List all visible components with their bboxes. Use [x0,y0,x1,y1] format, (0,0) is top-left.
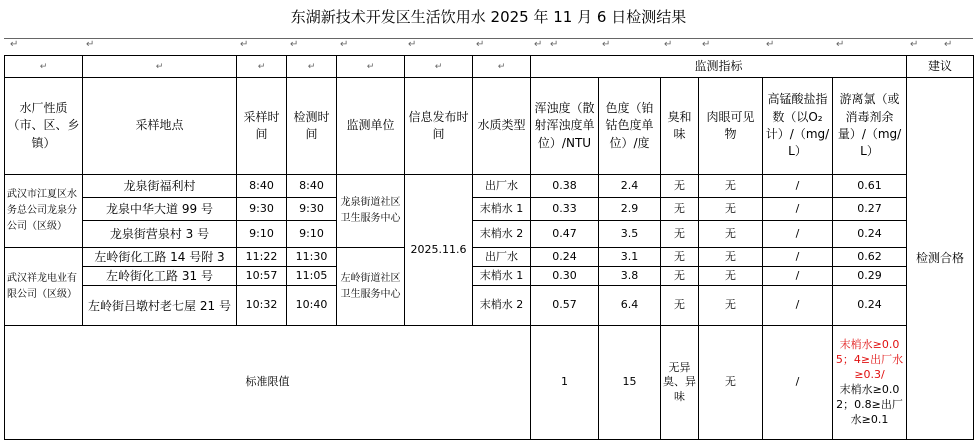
header-spacer: ↵ [5,56,83,78]
header-spacer: ↵ [83,56,237,78]
site-cell: 龙泉街福利村 [83,175,237,198]
color-cell: 2.9 [599,198,661,221]
paragraph-mark: ↵ [602,39,611,50]
table-row [5,198,974,221]
paragraph-mark: ↵ [476,39,485,50]
table-row [5,221,974,248]
page-title: 东湖新技术开发区生活饮用水 2025 年 11 月 6 日检测结果 [290,8,687,26]
site-cell: 龙泉中华大道 99 号 [83,198,237,221]
water-plant-cell: 武汉市江夏区水务总公司龙泉分公司（区级） [5,175,83,248]
visible-cell: 无 [699,221,763,248]
turbidity-cell: 0.47 [531,221,599,248]
limit-visible: 无 [699,326,763,440]
chlorine-cell: 0.61 [833,175,907,198]
color-cell: 6.4 [599,286,661,326]
water-plant-cell: 武汉祥龙电业有限公司（区级） [5,248,83,326]
col-publish-time: 信息发布时间 [405,78,473,175]
results-table [4,55,974,440]
paragraph-mark: ↵ [664,39,673,50]
permanganate-cell: / [763,198,833,221]
test-time-cell: 9:30 [287,198,337,221]
paragraph-mark: ↵ [766,39,775,50]
col-turbidity: 浑浊度（散射浑浊度单位）/NTU [531,78,599,175]
visible-cell: 无 [699,286,763,326]
col-sample-time: 采样时间 [237,78,287,175]
permanganate-cell: / [763,221,833,248]
chlorine-cell: 0.24 [833,221,907,248]
col-water-type: 水质类型 [473,78,531,175]
table-row [5,267,974,286]
table-row [5,175,974,198]
paragraph-mark: ↵ [10,39,19,50]
paragraph-mark: ↵ [240,39,249,50]
turbidity-cell: 0.24 [531,248,599,267]
paragraph-mark: ↵ [534,39,543,50]
sample-time-cell: 9:30 [237,198,287,221]
permanganate-cell: / [763,175,833,198]
chlorine-cell: 0.27 [833,198,907,221]
sample-time-cell: 8:40 [237,175,287,198]
color-cell: 2.4 [599,175,661,198]
sample-time-cell: 10:57 [237,267,287,286]
water-type-cell: 出厂水 [473,175,531,198]
paragraph-mark: ↵ [702,39,711,50]
test-time-cell: 10:40 [287,286,337,326]
paragraph-mark: ↵ [910,39,919,50]
monitoring-group-header: 监测指标 [531,56,907,78]
col-visible: 肉眼可见物 [699,78,763,175]
paragraph-mark: ↵ [408,39,417,50]
sample-time-cell: 9:10 [237,221,287,248]
limit-chlorine-red: 末梢水≥0.05；4≥出厂水≥0.3/ [835,338,904,382]
col-color: 色度（铂钴色度单位）/度 [599,78,661,175]
water-type-cell: 出厂水 [473,248,531,267]
header-spacer: ↵ [473,56,531,78]
limit-row [5,326,974,440]
odor-cell: 无 [661,175,699,198]
turbidity-cell: 0.33 [531,198,599,221]
limit-chlorine [833,326,907,440]
unit-cell: 龙泉街道社区卫生服务中心 [337,175,405,248]
chlorine-cell: 0.24 [833,286,907,326]
site-cell: 龙泉街营泉村 3 号 [83,221,237,248]
limit-color: 15 [599,326,661,440]
paragraph-mark: ↵ [550,39,559,50]
visible-cell: 无 [699,175,763,198]
publish-date-cell: 2025.11.6 [405,175,473,326]
color-cell: 3.5 [599,221,661,248]
header-spacer: ↵ [405,56,473,78]
test-time-cell: 8:40 [287,175,337,198]
odor-cell: 无 [661,248,699,267]
permanganate-cell: / [763,286,833,326]
header-spacer: ↵ [237,56,287,78]
odor-cell: 无 [661,221,699,248]
permanganate-cell: / [763,248,833,267]
header-spacer: ↵ [337,56,405,78]
visible-cell: 无 [699,248,763,267]
test-time-cell: 11:30 [287,248,337,267]
col-odor: 臭和味 [661,78,699,175]
paragraph-mark: ↵ [290,39,299,50]
visible-cell: 无 [699,198,763,221]
suggestion-value: 检测合格 [907,78,974,440]
test-time-cell: 9:10 [287,221,337,248]
test-time-cell: 11:05 [287,267,337,286]
table-row [5,286,974,326]
site-cell: 左岭街吕墩村老七屋 21 号 [83,286,237,326]
suggestion-header: 建议 [907,56,974,78]
odor-cell: 无 [661,198,699,221]
sample-time-cell: 11:22 [237,248,287,267]
ruler-row [4,38,973,56]
turbidity-cell: 0.57 [531,286,599,326]
limit-odor: 无异臭、异味 [661,326,699,440]
odor-cell: 无 [661,267,699,286]
color-cell: 3.1 [599,248,661,267]
col-permanganate: 高锰酸盐指数（以O₂计）/（mg/L） [763,78,833,175]
visible-cell: 无 [699,267,763,286]
header-spacer: ↵ [287,56,337,78]
col-site: 采样地点 [83,78,237,175]
chlorine-cell: 0.62 [833,248,907,267]
col-test-time: 检测时间 [287,78,337,175]
limit-chlorine-black: 末梢水≥0.02；0.8≥出厂水≥0.1 [836,382,903,426]
color-cell: 3.8 [599,267,661,286]
limit-permanganate: / [763,326,833,440]
odor-cell: 无 [661,286,699,326]
paragraph-mark: ↵ [944,39,953,50]
col-water-plant: 水厂性质（市、区、乡镇） [5,78,83,175]
turbidity-cell: 0.30 [531,267,599,286]
water-type-cell: 末梢水 2 [473,221,531,248]
paragraph-mark: ↵ [86,39,95,50]
paragraph-mark: ↵ [836,39,845,50]
sample-time-cell: 10:32 [237,286,287,326]
col-unit: 监测单位 [337,78,405,175]
water-type-cell: 末梢水 1 [473,267,531,286]
paragraph-mark: ↵ [340,39,349,50]
table-row [5,248,974,267]
permanganate-cell: / [763,267,833,286]
site-cell: 左岭街化工路 31 号 [83,267,237,286]
water-type-cell: 末梢水 2 [473,286,531,326]
water-type-cell: 末梢水 1 [473,198,531,221]
limit-label: 标准限值 [5,326,531,440]
limit-turbidity: 1 [531,326,599,440]
turbidity-cell: 0.38 [531,175,599,198]
chlorine-cell: 0.29 [833,267,907,286]
col-chlorine: 游离氯（或消毒剂余量）/（mg/L） [833,78,907,175]
unit-cell: 左岭街道社区卫生服务中心 [337,248,405,326]
site-cell: 左岭街化工路 14 号附 3 [83,248,237,267]
